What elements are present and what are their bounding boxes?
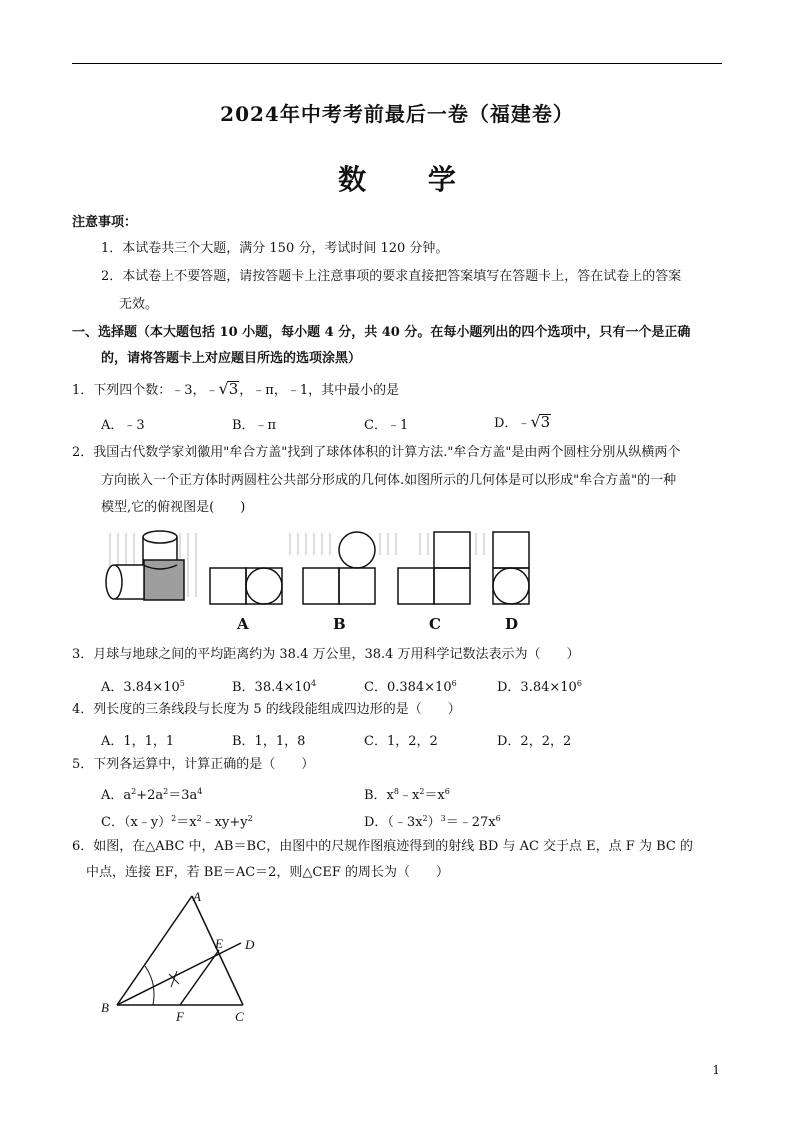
question-2-line-2: 方向嵌入一个正方体时两圆柱公共部分形成的几何体.如图所示的几何体是可以形成"牟合方盖"的一种 [101, 473, 677, 488]
q4-option-d: D．2，2，2 [497, 734, 572, 749]
q5-b-s2: 2 [419, 787, 425, 796]
q5-d-t3: ＝﹣27x [445, 815, 496, 830]
q2-option-c-view [398, 532, 470, 604]
note-item-2: 2．本试卷上不要答题，请按答题卡上注意事项的要求直接把答案填写在答题卡上，答在试卷上的答案 [101, 269, 682, 284]
notes-heading: 注意事项： [72, 215, 138, 230]
q3-option-b [232, 676, 316, 695]
q6-triangle-figure [95, 888, 275, 1023]
point-e-label: E [215, 936, 223, 951]
q5-b-t2: ﹣x [398, 788, 420, 803]
q5-option-b [364, 784, 450, 803]
q5-a-t1: A．a [101, 788, 132, 803]
question-6-line-2: 中点，连接 EF，若 BE＝AC＝2，则△CEF 的周长为（ ） [86, 865, 450, 880]
q1-d-prefix: D．﹣ [494, 416, 531, 431]
subject-title: 数 学 [338, 163, 482, 196]
question-3-stem: 3．月球与地球之间的平均距离约为 38.4 万公里，38.4 万用科学记数法表示为（ ） [72, 647, 580, 662]
q2-label-b: B [333, 615, 346, 633]
q5-b-s1: 8 [393, 787, 399, 796]
q3-d-base: D．3.84×10 [497, 680, 577, 695]
point-c-label: C [235, 1009, 244, 1023]
q3-option-d [497, 676, 582, 695]
question-2-line-1: 2．我国古代数学家刘徽用"牟合方盖"找到了球体体积的计算方法."牟合方盖"是由两个圆柱分别从纵横两个 [72, 445, 681, 460]
q4-option-b: B．1，1，8 [232, 734, 306, 749]
q1-stem-part2: ，﹣π，﹣1，其中最小的是 [239, 383, 400, 398]
point-a-label: A [193, 889, 201, 904]
q5-c-s3: 2 [247, 814, 253, 823]
exam-title: 2024年中考考前最后一卷（福建卷） [220, 102, 574, 126]
question-2-line-3: 模型,它的俯视图是( ) [101, 500, 246, 515]
q5-a-t3: ＝3a [168, 788, 198, 803]
q5-d-s3: 6 [495, 814, 501, 823]
q1-d-radicand: 3 [540, 413, 551, 431]
q3-d-exp: 6 [576, 679, 582, 688]
q3-a-exp: 5 [179, 679, 185, 688]
question-4-stem: 4．列长度的三条线段与长度为 5 的线段能组成四边形的是（ ） [72, 702, 461, 717]
point-f-label: F [176, 1009, 184, 1023]
sqrt-icon: √ [218, 379, 229, 398]
ray-bd [117, 943, 241, 1005]
question-6-line-1: 6．如图，在△ABC 中，AB＝BC，由图中的尺规作图痕迹得到的射线 BD 与 AC 交于点 E，点 F 为 BC 的 [72, 839, 693, 854]
q1-radicand: 3 [228, 380, 239, 398]
q3-option-a [101, 676, 185, 695]
q5-c-t1: C．（x﹣y） [101, 815, 172, 830]
q5-option-d [364, 811, 501, 830]
q2-figure [100, 525, 540, 635]
construction-mark-2 [171, 971, 177, 987]
q5-d-t1: D．（﹣3x [364, 815, 423, 830]
q1-option-b: B．﹣π [232, 418, 277, 433]
note-item-2-cont: 无效。 [119, 297, 159, 312]
q5-c-s2: 2 [196, 814, 202, 823]
q3-option-c [364, 676, 457, 695]
q2-option-a-view [210, 568, 282, 604]
segment-ef [180, 950, 219, 1005]
q5-d-t2: ） [427, 815, 441, 830]
q5-option-a [101, 784, 202, 803]
q5-d-s2: 3 [440, 814, 446, 823]
q5-a-s2: 2 [163, 787, 169, 796]
q5-option-c [101, 811, 253, 830]
q1-option-c: C．﹣1 [364, 418, 409, 433]
q2-label-a: A [237, 615, 249, 633]
q3-b-base: B．38.4×10 [232, 680, 311, 695]
sqrt-icon: √ [530, 412, 541, 431]
q5-a-t2: +2a [136, 788, 164, 803]
q3-c-base: C．0.384×10 [364, 680, 452, 695]
point-b-label: B [101, 1000, 109, 1015]
question-5-stem: 5．下列各运算中，计算正确的是（ ） [72, 757, 315, 772]
q3-a-base: A．3.84×10 [101, 680, 180, 695]
q5-a-s3: 4 [197, 787, 203, 796]
q4-option-a: A．1，1，1 [101, 734, 175, 749]
segment-ab [117, 896, 192, 1005]
note-item-1: 1．本试卷共三个大题，满分 150 分，考试时间 120 分钟。 [101, 241, 449, 256]
q5-d-s1: 2 [422, 814, 428, 823]
section-heading-cont: 的，请将答题卡上对应题目所选的选项涂黑） [101, 351, 362, 366]
q1-option-a: A．﹣3 [101, 418, 145, 433]
q5-c-s1: 2 [171, 814, 177, 823]
q5-b-t1: B．x [364, 788, 394, 803]
q3-b-exp: 4 [310, 679, 317, 688]
header-rule [72, 63, 722, 64]
q5-a-s1: 2 [131, 787, 137, 796]
point-d-label: D [245, 937, 255, 952]
page-number: 1 [712, 1063, 720, 1077]
q5-c-t2: ＝x [176, 815, 197, 830]
q5-b-t3: ＝x [424, 788, 445, 803]
construction-arc [145, 966, 154, 1005]
q2-label-d: D [505, 615, 519, 633]
section-heading: 一、选择题（本大题包括 10 小题，每小题 4 分，共 40 分。在每小题列出的四个选项中，只有一个是正确 [72, 325, 691, 340]
q4-option-c: C．1，2，2 [364, 734, 438, 749]
q5-c-t3: ﹣xy+y [201, 815, 248, 830]
question-1-stem [72, 380, 399, 400]
q3-c-exp: 6 [451, 679, 457, 688]
q1-option-d [494, 412, 551, 431]
q1-stem-part1: 1．下列四个数：﹣3，﹣ [72, 383, 219, 398]
q2-label-c: C [429, 615, 441, 633]
q2-option-d-view [493, 532, 529, 604]
q5-b-s3: 6 [444, 787, 450, 796]
